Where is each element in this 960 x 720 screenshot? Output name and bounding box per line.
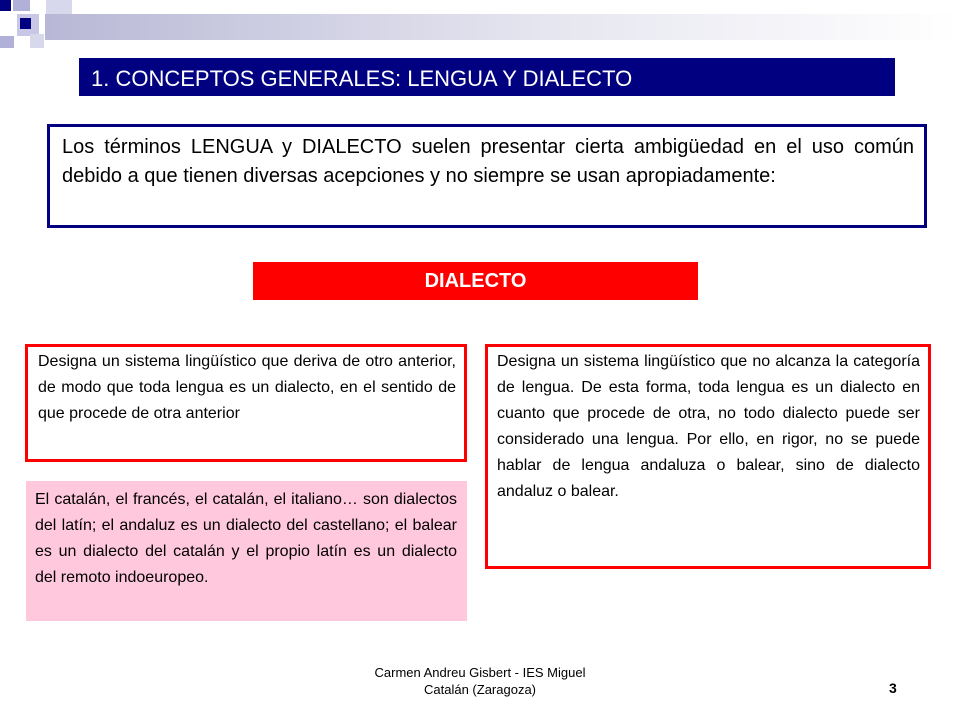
section-header-dialecto: DIALECTO <box>253 262 698 300</box>
footer-author-line1: Carmen Andreu Gisbert - IES Miguel <box>374 665 586 680</box>
right-definition-box: Designa un sistema lingüístico que no alcanza la categoría de lengua. De esta forma, toda lengua es un dialecto en cuanto que procede de otra, no todo dialecto puede ser considerado una lengua. Por ello, en rigor, no se puede hablar de lengua andaluza o balear, sino de dialecto andaluz o balear. <box>485 344 931 569</box>
decorative-square-lavender <box>13 0 30 11</box>
decorative-square-pale-2 <box>46 0 72 14</box>
decorative-square-lavender-2 <box>0 36 14 48</box>
slide-title: 1. CONCEPTOS GENERALES: LENGUA Y DIALECTO <box>79 58 895 96</box>
footer-author <box>300 664 660 698</box>
decorative-square-pale <box>30 34 44 48</box>
page-number: 3 <box>889 680 897 696</box>
left-definition-box: Designa un sistema lingüístico que deriva de otro anterior, de modo que toda lengua es un dialecto, en el sentido de que procede de otra anterior <box>25 344 467 462</box>
intro-box: Los términos LENGUA y DIALECTO suelen presentar cierta ambigüedad en el uso común debido a que tienen diversas acepciones y no siempre se usan apropiadamente: <box>47 124 927 228</box>
decorative-square-navy-small <box>20 18 31 29</box>
footer-author-line2: Catalán (Zaragoza) <box>424 682 536 697</box>
example-box: El catalán, el francés, el catalán, el italiano… son dialectos del latín; el andaluz es un dialecto del castellano; el balear es un dialecto del catalán y el propio latín es un dialecto del remoto indoeuropeo. <box>26 481 467 621</box>
decorative-square-navy <box>0 0 11 11</box>
decorative-gradient-bar <box>45 14 960 40</box>
